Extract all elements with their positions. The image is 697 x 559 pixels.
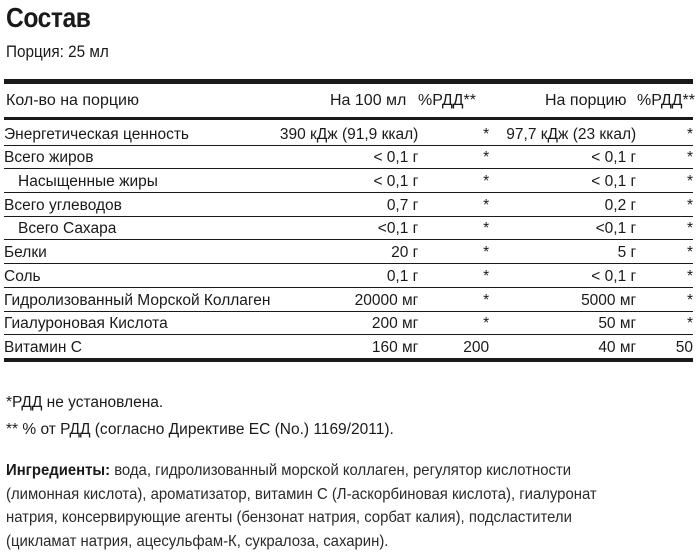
header-rdd-100: %РДД** [418, 92, 476, 109]
table-row [4, 240, 693, 264]
row-rdd-100: * [422, 264, 489, 288]
row-per-portion: < 0,1 г [489, 169, 640, 193]
row-name: Энергетическая ценность [4, 122, 279, 145]
portion-size: Порция: 25 мл [6, 42, 109, 61]
table-row [4, 216, 693, 240]
table-row [4, 287, 693, 311]
row-per100: 20 г [279, 240, 423, 264]
footnote-directive: ** % от РДД (согласно Директиве ЕС (No.) 1169/2011). [6, 421, 394, 438]
table-row [4, 311, 693, 335]
row-per100: 0,7 г [279, 193, 423, 217]
header-divider [4, 117, 693, 120]
row-per-portion: < 0,1 г [489, 264, 640, 288]
row-per100: 20000 мг [279, 287, 423, 311]
row-rdd-100: * [422, 287, 489, 311]
row-per100: 200 мг [279, 311, 423, 335]
row-per100: < 0,1 г [279, 169, 423, 193]
row-per100: < 0,1 г [279, 145, 423, 169]
row-rdd-portion: * [640, 145, 693, 169]
row-per100: 160 мг [279, 335, 423, 360]
nutrition-table [4, 122, 693, 362]
footnote-rdd: *РДД не установлена. [6, 394, 164, 411]
row-name: Витамин С [4, 335, 279, 360]
header-per100: На 100 мл [330, 92, 407, 109]
row-per100: 0,1 г [279, 264, 423, 288]
row-name: Всего углеводов [4, 193, 279, 217]
row-rdd-portion: 50 [640, 335, 693, 360]
table-header [0, 90, 697, 114]
row-per-portion: 5000 мг [489, 287, 640, 311]
row-per-portion: 0,2 г [489, 193, 640, 217]
table-row [4, 169, 693, 193]
row-rdd-100: * [422, 311, 489, 335]
header-name: Кол-во на порцию [6, 92, 139, 109]
row-name: Гиалуроновая Кислота [4, 311, 279, 335]
ingredients-label: Ингредиенты: [6, 462, 111, 479]
top-divider [4, 79, 693, 84]
row-rdd-portion: * [640, 311, 693, 335]
row-rdd-100: * [422, 145, 489, 169]
row-name: Всего Сахара [4, 216, 279, 240]
table-row [4, 335, 693, 360]
row-per-portion: 5 г [489, 240, 640, 264]
ingredients-text: вода, гидролизованный морской коллаген, регулятор кислотности (лимонная кислота), ароматизатор, витамин С (Л-аскорбиновая кислота), гиалуронат натрия, консервирующие агенты (бензонат натрия, сорбат калия), подсластители (цикламат натрия, ацесульфам-К, сукралоза, сахарин). [6, 462, 597, 550]
row-rdd-100: * [422, 240, 489, 264]
row-rdd-portion: * [640, 264, 693, 288]
row-rdd-100: * [422, 216, 489, 240]
row-rdd-portion: * [640, 287, 693, 311]
row-rdd-100: * [422, 122, 489, 145]
row-rdd-portion: * [640, 122, 693, 145]
row-per100: <0,1 г [279, 216, 423, 240]
row-rdd-portion: * [640, 169, 693, 193]
table-row [4, 264, 693, 288]
row-per-portion: 97,7 кДж (23 ккал) [489, 122, 640, 145]
row-rdd-portion: * [640, 240, 693, 264]
table-row [4, 145, 693, 169]
page-title: Состав [6, 2, 91, 33]
row-name: Насыщенные жиры [4, 169, 279, 193]
row-rdd-100: * [422, 169, 489, 193]
row-rdd-portion: * [640, 193, 693, 217]
row-per100: 390 кДж (91,9 ккал) [279, 122, 423, 145]
row-name: Белки [4, 240, 279, 264]
table-row [4, 122, 693, 145]
row-per-portion: < 0,1 г [489, 145, 640, 169]
row-per-portion: <0,1 г [489, 216, 640, 240]
row-per-portion: 40 мг [489, 335, 640, 360]
row-name: Всего жиров [4, 145, 279, 169]
row-rdd-portion: * [640, 216, 693, 240]
header-per-portion: На порцию [545, 92, 627, 109]
row-name: Соль [4, 264, 279, 288]
header-rdd-portion: %РДД** [637, 92, 695, 109]
row-per-portion: 50 мг [489, 311, 640, 335]
footnotes [6, 389, 394, 443]
row-rdd-100: 200 [422, 335, 489, 360]
row-name: Гидролизованный Морской Коллаген [4, 287, 279, 311]
ingredients-block [6, 459, 644, 553]
table-row [4, 193, 693, 217]
row-rdd-100: * [422, 193, 489, 217]
